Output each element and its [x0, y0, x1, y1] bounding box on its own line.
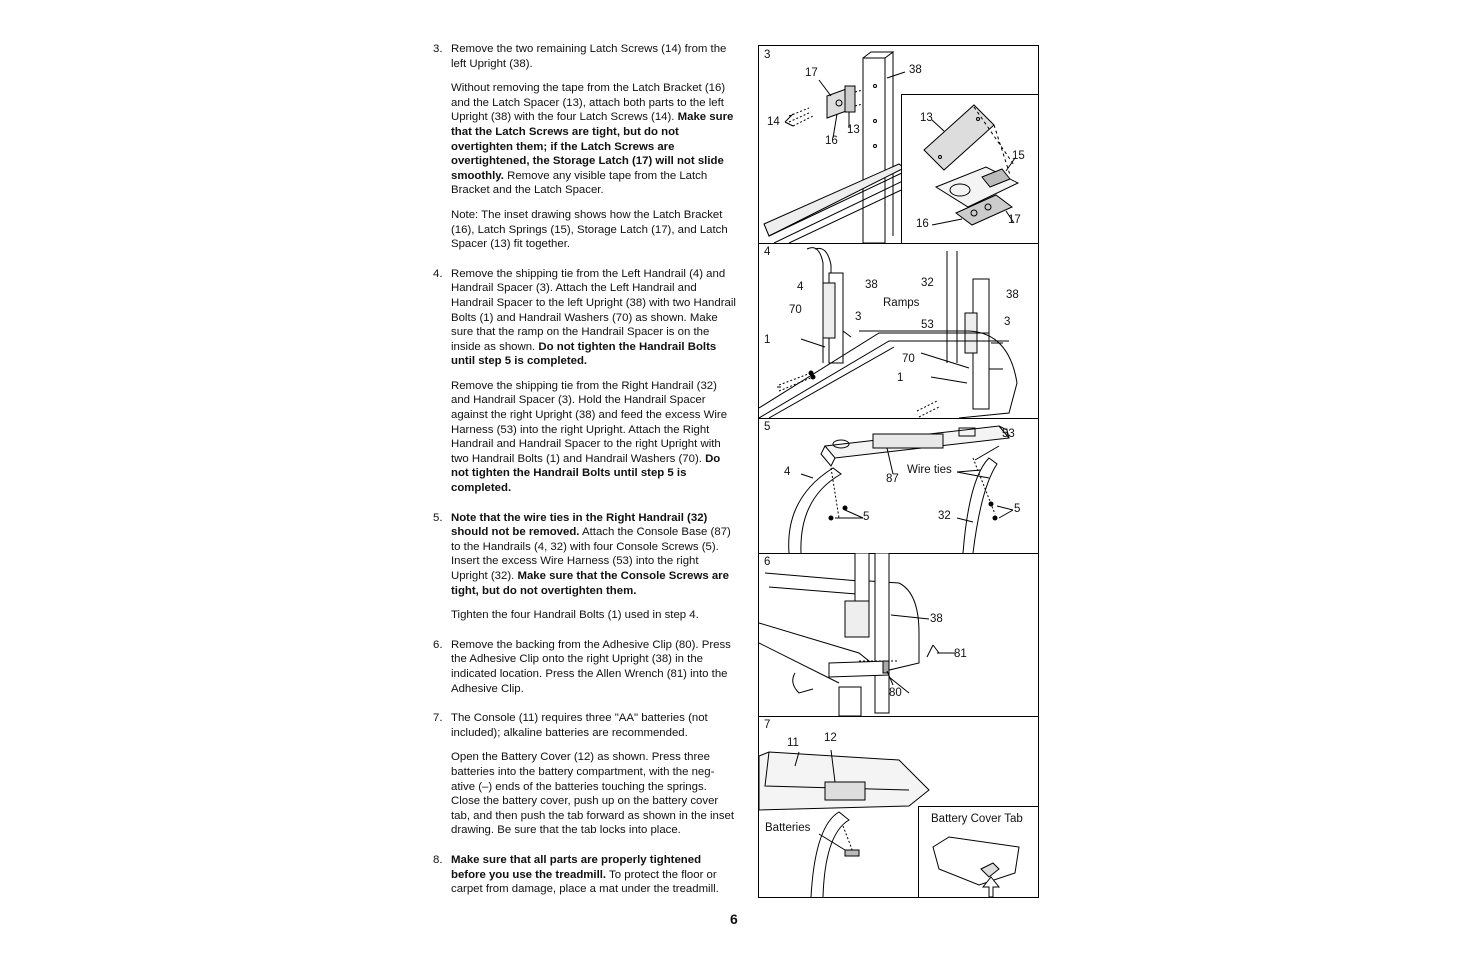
- figure-frame: [758, 45, 1039, 898]
- body-text: Note: The inset drawing shows how the Latch Bracket (16), Latch Springs (15), Storage Latch (17), and Latch Spacer (13) fit together.: [451, 208, 728, 251]
- inset-callout-17: 17: [1008, 214, 1021, 226]
- callout-14: 14: [767, 116, 780, 128]
- inset-callout-13: 13: [920, 112, 933, 124]
- step-paragraph: [451, 208, 738, 252]
- battery-cover-tab-drawing: [919, 807, 1038, 897]
- step-number: 4.: [433, 267, 443, 280]
- body-text: Attach the Console Base (87) to the Handrails (4, 32) with four Console Screws (5). Insert the excess Wire Harness (53) into the right Upright (32).: [451, 526, 731, 582]
- step-number: 7.: [433, 712, 443, 725]
- callout-ramps: Ramps: [883, 297, 920, 309]
- step-paragraph: [451, 379, 738, 496]
- callout-38: 38: [865, 279, 878, 291]
- bold-text: Note that the wire ties in the Right Handrail (32) should not be removed.: [451, 511, 708, 539]
- figure-panel-7: [759, 716, 1038, 897]
- instruction-step: [433, 853, 738, 897]
- panel-number: 5: [764, 421, 771, 433]
- handrail-attach-drawing: [759, 243, 1038, 418]
- callout-17: 17: [805, 67, 818, 79]
- callout-81: 81: [954, 648, 967, 660]
- body-text: Remove the shipping tie from the Right Handrail (32) and Handrail Spacer (3). Hold the Handrail Spacer against the right Upright (38) and feed the excess Wire Harness (53) into the right Upright. Attach the Right Handrail and Handrail Spacer to the right Upright with two Handrail Bolts (1) and Handrail Washers (70).: [451, 379, 728, 465]
- callout-70-right: 70: [902, 353, 915, 365]
- inset-callout-16: 16: [916, 218, 929, 230]
- figure-panel-5: [759, 418, 1038, 554]
- callout-13: 13: [847, 124, 860, 136]
- callout-1-right: 1: [897, 372, 904, 384]
- callout-11: 11: [787, 737, 799, 749]
- callout-16: 16: [825, 135, 838, 147]
- latch-assembly-inset: [901, 94, 1038, 244]
- callout-53: 53: [921, 319, 934, 331]
- callout-32: 32: [938, 510, 951, 522]
- instruction-step: [433, 511, 738, 623]
- callout-70: 70: [789, 304, 802, 316]
- callout-80: 80: [889, 687, 902, 699]
- bold-text: Make sure that the Console Screws are tight, but do not overtighten them.: [451, 570, 729, 597]
- bold-text: Make sure that all parts are properly tightened before you use the treadmill.: [451, 853, 702, 881]
- battery-cover-tab-inset: [918, 806, 1038, 897]
- console-base-drawing: [759, 418, 1038, 553]
- body-text: Remove the two remaining Latch Screws (14) from the left Upright (38).: [451, 43, 727, 70]
- instruction-step: [433, 42, 738, 252]
- step-number: 3.: [433, 43, 443, 55]
- body-text: Tighten the four Handrail Bolts (1) used in step 4.: [451, 609, 699, 622]
- body-text: Without removing the tape from the Latch Bracket (16) and the Latch Spacer (13), attach both parts to the left Upright (38) with the four Latch Screws (14).: [451, 82, 726, 124]
- instruction-step: [433, 711, 738, 838]
- callout-4: 4: [784, 466, 791, 478]
- panel-number: 7: [764, 719, 771, 731]
- callout-3-right: 3: [1004, 316, 1011, 328]
- inset-callout-15: 15: [1012, 150, 1025, 162]
- figure-panel-3: [759, 46, 1038, 244]
- panel-number: 3: [764, 49, 771, 61]
- body-text: Remove any visible tape from the Latch Bracket and the Latch Spacer.: [451, 169, 708, 197]
- callout-12: 12: [824, 732, 837, 744]
- callout-3: 3: [855, 311, 862, 323]
- callout-32: 32: [921, 277, 934, 289]
- callout-38: 38: [909, 64, 922, 76]
- body-text: To protect the floor or carpet from damage, place a mat under the treadmill.: [451, 868, 719, 896]
- body-text: The Console (11) requires three "AA" batteries (not included); alkaline batteries are recommended.: [451, 712, 708, 739]
- step-paragraph: [451, 750, 738, 838]
- callout-5-right: 5: [1014, 503, 1021, 515]
- step-paragraph: [451, 42, 738, 71]
- step-paragraph: [451, 511, 738, 599]
- step-paragraph: [451, 711, 738, 740]
- panel-number: 4: [764, 246, 771, 258]
- step-paragraph: [451, 638, 738, 696]
- body-text: Remove the shipping tie from the Left Handrail (4) and Handrail Spacer (3). Attach the Left Handrail and Handrail Spacer to the left Upright (38) with two Handrail Bolts (1) and Handrail Washers (70) as shown. Make sure that the ramp on the Handrail Spacer is on the inside as shown.: [451, 267, 736, 353]
- step-paragraph: [451, 608, 738, 623]
- step-number: 5.: [433, 511, 443, 524]
- callout-batteries: Batteries: [765, 822, 811, 834]
- callout-87: 87: [886, 473, 899, 485]
- callout-1: 1: [764, 334, 771, 346]
- step-number: 8.: [433, 853, 443, 866]
- step-paragraph: [451, 853, 738, 897]
- callout-wire-ties: Wire ties: [907, 464, 952, 476]
- callout-38: 38: [930, 613, 943, 625]
- step-number: 6.: [433, 638, 443, 651]
- callout-53: 53: [1002, 428, 1015, 440]
- panel-number: 6: [764, 556, 771, 568]
- body-text: Open the Battery Cover (12) as shown. Press three batteries into the battery compartment, with the neg-ative (–) ends of the batteries touching the springs. Close the battery cover, push up on the battery cover tab, and then push the tab forward as shown in the inset drawing. Be sure that the tab locks into place.: [451, 751, 735, 837]
- instruction-step: [433, 267, 738, 496]
- step-paragraph: [451, 81, 738, 198]
- figure-panel-6: [759, 553, 1038, 717]
- body-text: Remove the backing from the Adhesive Clip (80). Press the Adhesive Clip onto the right Upright (38) in the indicated location. Press the Allen Wrench (81) into the Adhesive Clip.: [451, 638, 731, 695]
- bold-text: Make sure that the Latch Screws are tight, but do not overtighten them; if the Latch Screws are overtightened, the Storage Latch (17) will not slide smoothly.: [451, 111, 734, 182]
- callout-38-right: 38: [1006, 289, 1019, 301]
- bold-text: Do not tighten the Handrail Bolts until step 5 is completed.: [451, 340, 717, 368]
- instruction-step: [433, 638, 738, 696]
- instruction-column: [433, 42, 738, 912]
- figure-panel-4: [759, 243, 1038, 419]
- inset-title: Battery Cover Tab: [931, 813, 1023, 825]
- step-paragraph: [451, 267, 738, 369]
- callout-5: 5: [863, 511, 870, 523]
- page-number: 6: [730, 911, 738, 927]
- callout-4: 4: [797, 281, 804, 293]
- bold-text: Do not tighten the Handrail Bolts until step 5 is completed.: [451, 452, 721, 495]
